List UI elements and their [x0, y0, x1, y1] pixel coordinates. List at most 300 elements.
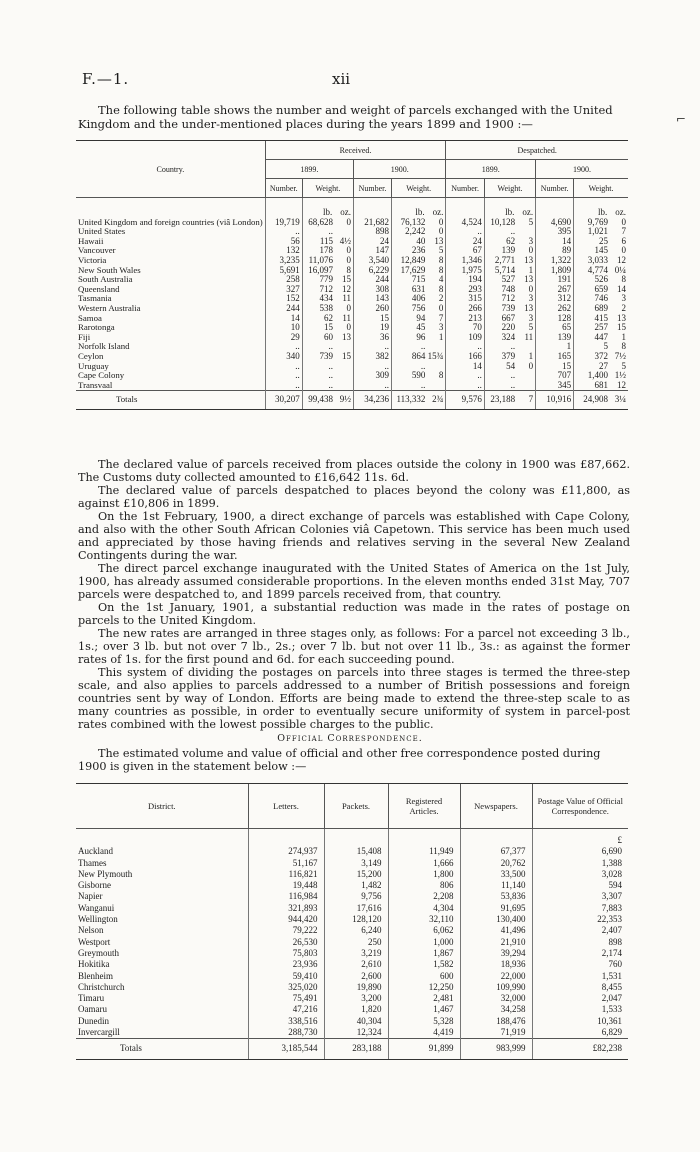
weight-lb: 5,714 — [494, 264, 516, 275]
weight-lb: 712 — [501, 293, 516, 304]
country-name: Rarotonga — [78, 322, 115, 333]
despatched-1900-weight — [574, 381, 628, 391]
received-1900-number: 6,229 — [354, 266, 392, 276]
weight-lb: 590 — [411, 370, 426, 381]
weight-lb: 715 — [411, 274, 426, 285]
weight-lb: 527 — [501, 274, 516, 285]
country-name: Tasmania — [78, 293, 112, 304]
col-weight: Weight. — [574, 179, 628, 198]
weight-lb: 139 — [501, 245, 516, 256]
body-paragraph: On the 1st January, 1901, a substantial reduction was made in the rates of postage on parcels to the United Kingdom. — [78, 601, 630, 627]
weight-lb: .. — [420, 360, 426, 371]
weight-oz: 3 — [528, 293, 534, 304]
weight-lb: 40 — [416, 235, 426, 246]
table-row — [76, 891, 628, 902]
weight-lb: 115 — [319, 235, 333, 246]
received-1899-number: 258 — [265, 275, 302, 285]
weight-lb: 15 — [324, 322, 333, 333]
received-1899-number: 30,207 — [265, 391, 302, 410]
weight-lb: 68,628 — [308, 216, 333, 227]
newspapers-value: 109,990 — [460, 982, 532, 993]
district-name: New Plymouth — [78, 868, 133, 879]
weight-oz: 15 — [617, 322, 626, 333]
weight-lb: 538 — [319, 302, 333, 313]
weight-lb: 526 — [594, 274, 608, 285]
country-name: United Kingdom and foreign countries (viâ London) — [78, 216, 263, 227]
newspapers-value: 32,000 — [460, 993, 532, 1004]
weight-oz: 8 — [438, 254, 444, 265]
units-spacer — [354, 198, 392, 218]
section-title: Official Correspondence. — [277, 733, 423, 744]
weight-oz: 12 — [342, 283, 351, 294]
district-name: Oamaru — [78, 1004, 107, 1015]
district-name: Nelson — [78, 925, 104, 936]
newspapers-value: 188,476 — [460, 1016, 532, 1027]
despatched-1900-number: 262 — [536, 304, 574, 314]
packets-value: 1,482 — [324, 880, 388, 891]
despatched-1899-number: 1,975 — [446, 266, 485, 276]
packets-value: 3,219 — [324, 948, 388, 959]
weight-lb: 11,076 — [308, 254, 333, 265]
received-1900-weight — [392, 381, 446, 391]
received-1900-number: .. — [354, 342, 392, 352]
weight-oz: 0 — [438, 302, 444, 313]
postage-value: 1,388 — [532, 858, 628, 869]
weight-lb: 60 — [324, 331, 333, 342]
received-1900-number: .. — [354, 381, 392, 391]
newspapers-value: 71,919 — [460, 1027, 532, 1039]
despatched-1900-number: 15 — [536, 362, 574, 372]
table-row — [76, 275, 628, 285]
weight-oz: 0 — [528, 245, 534, 256]
table-row — [76, 858, 628, 869]
table-row — [76, 880, 628, 891]
received-1899-number: .. — [265, 371, 302, 381]
despatched-1900-weight — [574, 391, 628, 410]
country-name: Victoria — [78, 254, 107, 265]
postage-value: 6,829 — [532, 1027, 628, 1039]
letters-value: 274,937 — [248, 846, 324, 857]
received-1900-number: 36 — [354, 333, 392, 343]
newspapers-value: 91,695 — [460, 903, 532, 914]
received-1900-number: 19 — [354, 323, 392, 333]
received-1899-number: 3,235 — [265, 256, 302, 266]
weight-lb: 324 — [501, 331, 516, 342]
weight-oz: 8 — [346, 264, 351, 275]
district-name: Invercargill — [78, 1027, 120, 1038]
units-spacer — [76, 829, 248, 847]
newspapers-value: 53,836 — [460, 891, 532, 902]
unit-oz: oz. — [432, 207, 444, 217]
body-paragraph: This system of dividing the postages on parcels into three stages is termed the three-step scale, and also applies to parcels addressed to a number of British possessions and foreign countries sent by way of London. Efforts are being made to extend the three-step scale to as many countries as possible, in order to eventually secure uniformity of system in parcel-post rates combined with the lowest possible charges to the public. — [78, 666, 630, 731]
weight-oz: 0 — [346, 322, 351, 333]
despatched-1900-number: 65 — [536, 323, 574, 333]
letters-value: 26,530 — [248, 937, 324, 948]
letters-value: 51,167 — [248, 858, 324, 869]
weight-lb: 681 — [594, 379, 608, 390]
letters-value: 3,185,544 — [248, 1039, 324, 1059]
weight-oz: 7 — [528, 394, 534, 405]
despatched-1899-number: .. — [446, 342, 485, 352]
despatched-1900-number: 267 — [536, 285, 574, 295]
weight-lb: 689 — [594, 302, 608, 313]
table-row — [76, 333, 628, 343]
country-name: South Australia — [78, 274, 133, 285]
received-1899-number: 19,719 — [265, 218, 302, 228]
despatched-1900-number: 1,322 — [536, 256, 574, 266]
weight-oz: 1 — [528, 350, 534, 361]
district-name: Christchurch — [78, 981, 125, 992]
country-name: Ceylon — [78, 350, 104, 361]
weight-lb: 220 — [501, 322, 516, 333]
weight-lb: 447 — [594, 331, 608, 342]
country-name: Samoa — [78, 312, 102, 323]
postage-value: 760 — [532, 959, 628, 970]
received-1900-number: 21,682 — [354, 218, 392, 228]
weight-oz: 3 — [528, 235, 534, 246]
weight-oz: 0 — [346, 245, 351, 256]
col-number: Number. — [265, 179, 302, 198]
weight-oz: 15¾ — [427, 350, 444, 361]
table-row — [76, 237, 628, 247]
newspapers-value: 21,910 — [460, 937, 532, 948]
weight-oz: 13 — [342, 331, 351, 342]
registered-value: 4,419 — [388, 1027, 460, 1039]
despatched-1900-number: 345 — [536, 381, 574, 391]
weight-oz: 14 — [617, 283, 626, 294]
units-spacer — [248, 829, 324, 847]
received-1899-number: .. — [265, 227, 302, 237]
table-row — [76, 971, 628, 982]
district-name: Gisborne — [78, 880, 111, 891]
weight-oz: 7 — [621, 226, 626, 237]
received-1900-number: 244 — [354, 275, 392, 285]
year-despatched-1899: 1899. — [446, 160, 536, 179]
registered-value: 1,582 — [388, 959, 460, 970]
weight-lb: 17,629 — [400, 264, 426, 275]
col-postage-value: Postage Value of Official Correspondence. — [532, 784, 628, 829]
country-name: Queensland — [78, 283, 120, 294]
country-name: Norfolk Island — [78, 341, 130, 352]
table-row — [76, 256, 628, 266]
weight-oz: 7 — [438, 312, 444, 323]
table-row — [76, 948, 628, 959]
despatched-1900-number: 128 — [536, 314, 574, 324]
weight-lb: 54 — [506, 360, 516, 371]
district-name: Totals — [76, 1039, 248, 1059]
letters-value: 23,936 — [248, 959, 324, 970]
col-weight: Weight. — [392, 179, 446, 198]
postage-value: 22,353 — [532, 914, 628, 925]
despatched-1900-number: 1,809 — [536, 266, 574, 276]
body-paragraph: The new rates are arranged in three stages only, as follows: For a parcel not exceeding 3 lb., 1s.; over 3 lb. but not over 7 lb., 2s.; over 7 lb. but not over 11 lb., 3s.: as against the former rates of 1s. for the first pound and 6d. for each succeeding pound. — [78, 627, 630, 666]
received-1900-number: 34,236 — [354, 391, 392, 410]
weight-lb: 372 — [594, 350, 608, 361]
registered-value: 2,208 — [388, 891, 460, 902]
col-weight: Weight. — [302, 179, 353, 198]
letters-value: 325,020 — [248, 982, 324, 993]
table-row — [76, 285, 628, 295]
weight-oz: 0 — [346, 302, 351, 313]
weight-lb: .. — [510, 379, 516, 390]
weight-lb: 2,242 — [405, 226, 426, 237]
weight-lb: 864 — [411, 350, 426, 361]
packets-value: 9,756 — [324, 891, 388, 902]
weight-lb: 779 — [319, 274, 333, 285]
table-row — [76, 937, 628, 948]
despatched-1899-weight — [484, 381, 535, 391]
weight-oz: 13 — [524, 302, 534, 313]
body-paragraphs — [78, 458, 630, 731]
table-row — [76, 304, 628, 314]
registered-value: 806 — [388, 880, 460, 891]
despatched-1899-number: 67 — [446, 246, 485, 256]
weight-oz: 8 — [621, 341, 626, 352]
weight-oz: 1 — [621, 331, 626, 342]
weight-lb: 739 — [501, 302, 516, 313]
letters-value: 321,893 — [248, 903, 324, 914]
parcels-table — [76, 140, 628, 410]
units-spacer — [536, 198, 574, 218]
weight-oz: 2 — [438, 293, 444, 304]
packets-value: 6,240 — [324, 925, 388, 936]
weight-lb: 667 — [501, 312, 516, 323]
table-row — [76, 371, 628, 381]
year-despatched-1900: 1900. — [536, 160, 628, 179]
unit-lb: lb. — [597, 207, 608, 217]
weight-lb: 62 — [324, 312, 333, 323]
despatched-1899-number: .. — [446, 381, 485, 391]
weight-units — [392, 198, 446, 218]
despatched-1900-number: 10,916 — [536, 391, 574, 410]
weight-oz: 11 — [524, 331, 534, 342]
weight-lb: 434 — [319, 293, 333, 304]
despatched-1899-number: .. — [446, 227, 485, 237]
received-1899-number: 56 — [265, 237, 302, 247]
despatched-1899-number: 70 — [446, 323, 485, 333]
table-row — [76, 1016, 628, 1027]
units-row — [76, 829, 628, 847]
received-1899-weight — [302, 381, 353, 391]
packets-value: 19,890 — [324, 982, 388, 993]
weight-lb: 257 — [594, 322, 608, 333]
weight-lb: 1,021 — [587, 226, 608, 237]
district-name: Thames — [78, 857, 107, 868]
weight-oz: 4 — [438, 274, 444, 285]
body-paragraph: The declared value of parcels received from places outside the colony in 1900 was £87,662. The Customs duty collected amounted to £16,642 11s. 6d. — [78, 458, 630, 484]
unit-oz: oz. — [615, 207, 626, 217]
registered-value: 12,250 — [388, 982, 460, 993]
group-despatched: Despatched. — [446, 141, 628, 160]
col-weight: Weight. — [484, 179, 535, 198]
received-1900-number: 382 — [354, 352, 392, 362]
letters-value: 75,491 — [248, 993, 324, 1004]
weight-oz: 0¼ — [614, 264, 626, 275]
weight-oz: 8 — [438, 264, 444, 275]
group-received: Received. — [265, 141, 446, 160]
newspapers-value: 11,140 — [460, 880, 532, 891]
country-name: Transvaal — [78, 379, 113, 390]
newspapers-value: 41,496 — [460, 925, 532, 936]
registered-value: 600 — [388, 971, 460, 982]
weight-oz: 13 — [524, 254, 534, 265]
weight-oz: 0 — [621, 245, 626, 256]
table-row — [76, 218, 628, 228]
weight-oz: 12 — [617, 254, 626, 265]
weight-lb: 145 — [594, 245, 608, 256]
received-1899-number: 10 — [265, 323, 302, 333]
newspapers-value: 22,000 — [460, 971, 532, 982]
weight-lb: 25 — [599, 235, 608, 246]
received-1900-number: 143 — [354, 294, 392, 304]
postage-value: 898 — [532, 937, 628, 948]
weight-oz: 8 — [438, 370, 444, 381]
weight-lb: 236 — [411, 245, 426, 256]
weight-oz: 13 — [524, 274, 534, 285]
packets-value: 1,820 — [324, 1004, 388, 1015]
received-1899-number: 29 — [265, 333, 302, 343]
table-row — [76, 982, 628, 993]
postage-value: 2,174 — [532, 948, 628, 959]
weight-lb: .. — [328, 379, 333, 390]
received-1899-number: 327 — [265, 285, 302, 295]
weight-oz: 4½ — [339, 235, 351, 246]
weight-oz: 5 — [438, 245, 444, 256]
col-country: Country. — [76, 141, 265, 198]
col-district: District. — [76, 784, 248, 829]
table-row — [76, 846, 628, 857]
received-1899-number: 5,691 — [265, 266, 302, 276]
despatched-1899-number: 14 — [446, 362, 485, 372]
packets-value: 3,200 — [324, 993, 388, 1004]
unit-oz: oz. — [340, 207, 351, 217]
despatched-1900-number: 707 — [536, 371, 574, 381]
received-1899-weight — [302, 391, 353, 410]
postage-value: 3,028 — [532, 869, 628, 880]
weight-lb: 2,771 — [494, 254, 516, 265]
registered-value: 2,481 — [388, 993, 460, 1004]
weight-lb: 756 — [411, 302, 426, 313]
despatched-1899-number: 166 — [446, 352, 485, 362]
despatched-1899-number: 4,524 — [446, 218, 485, 228]
col-registered: Registered Articles. — [388, 784, 460, 829]
units-spacer — [265, 198, 302, 218]
weight-oz: 9½ — [339, 394, 351, 405]
letters-value: 288,730 — [248, 1027, 324, 1039]
weight-lb: .. — [328, 370, 333, 381]
weight-lb: 712 — [319, 283, 333, 294]
weight-lb: 4,774 — [587, 264, 608, 275]
postage-value: 7,883 — [532, 903, 628, 914]
despatched-1900-number: 191 — [536, 275, 574, 285]
weight-oz: 5 — [528, 216, 534, 227]
weight-oz: 7½ — [614, 350, 626, 361]
weight-lb: 96 — [416, 331, 426, 342]
table-row — [76, 266, 628, 276]
weight-oz: 5 — [528, 322, 534, 333]
despatched-1900-number: 4,690 — [536, 218, 574, 228]
received-1900-number: 308 — [354, 285, 392, 295]
packets-value: 2,600 — [324, 971, 388, 982]
postage-value: 1,531 — [532, 971, 628, 982]
table-row — [76, 914, 628, 925]
table-row — [76, 1027, 628, 1039]
weight-oz: 12 — [617, 379, 626, 390]
country-name: Uruguay — [78, 360, 109, 371]
despatched-1900-number: 89 — [536, 246, 574, 256]
postage-value: 2,047 — [532, 993, 628, 1004]
received-1900-weight — [392, 352, 446, 362]
weight-lb: 746 — [594, 293, 608, 304]
weight-lb: 10,128 — [490, 216, 516, 227]
col-number: Number. — [536, 179, 574, 198]
table-row — [76, 959, 628, 970]
newspapers-value: 983,999 — [460, 1039, 532, 1059]
received-1900-number: 24 — [354, 237, 392, 247]
unit-lb: lb. — [415, 207, 425, 217]
received-1900-number: 309 — [354, 371, 392, 381]
weight-units — [302, 198, 353, 218]
postage-value: £82,238 — [532, 1039, 628, 1059]
packets-value: 15,408 — [324, 846, 388, 857]
packets-value: 3,149 — [324, 858, 388, 869]
weight-lb: 94 — [416, 312, 426, 323]
weight-oz: 0 — [346, 216, 351, 227]
country-name: Totals — [76, 391, 265, 410]
pound-unit: £ — [532, 829, 628, 847]
packets-value: 2,610 — [324, 959, 388, 970]
correspondence-table — [76, 783, 628, 1060]
weight-lb: 16,097 — [308, 264, 333, 275]
despatched-1899-number: 293 — [446, 285, 485, 295]
units-spacer — [388, 829, 460, 847]
district-name: Blenheim — [78, 970, 113, 981]
weight-oz: 1½ — [614, 370, 626, 381]
newspapers-value: 33,500 — [460, 869, 532, 880]
table-row — [76, 925, 628, 936]
postage-value: 594 — [532, 880, 628, 891]
newspapers-value: 18,936 — [460, 959, 532, 970]
newspapers-value: 39,294 — [460, 948, 532, 959]
received-1900-number: .. — [354, 362, 392, 372]
despatched-1900-number: 1 — [536, 342, 574, 352]
district-name: Dunedin — [78, 1015, 109, 1026]
received-1900-number: 260 — [354, 304, 392, 314]
page-reference: F.—1. — [82, 70, 130, 88]
received-1900-weight — [392, 391, 446, 410]
despatched-1899-number: 194 — [446, 275, 485, 285]
postage-value: 1,533 — [532, 1004, 628, 1015]
weight-lb: 12,849 — [400, 254, 426, 265]
weight-oz: 11 — [342, 293, 351, 304]
col-newspapers: Newspapers. — [460, 784, 532, 829]
registered-value: 1,800 — [388, 869, 460, 880]
district-name: Westport — [78, 936, 111, 947]
postage-value: 6,690 — [532, 846, 628, 857]
weight-oz: 6 — [621, 235, 626, 246]
weight-oz: 3 — [528, 312, 534, 323]
district-name: Napier — [78, 891, 103, 902]
weight-lb: 23,188 — [490, 394, 516, 405]
despatched-1899-number: 315 — [446, 294, 485, 304]
despatched-1899-number: 213 — [446, 314, 485, 324]
table-row — [76, 342, 628, 352]
body-paragraph: The direct parcel exchange inaugurated with the United States of America on the 1st July, 1900, has already assumed considerable proportions. In the eleven months ended 31st May, 707 parcels were despatched to, and 1899 parcels received from, that country. — [78, 562, 630, 601]
weight-oz: 2¾ — [432, 394, 444, 405]
weight-lb: 62 — [506, 235, 516, 246]
col-packets: Packets. — [324, 784, 388, 829]
newspapers-value: 67,377 — [460, 846, 532, 857]
